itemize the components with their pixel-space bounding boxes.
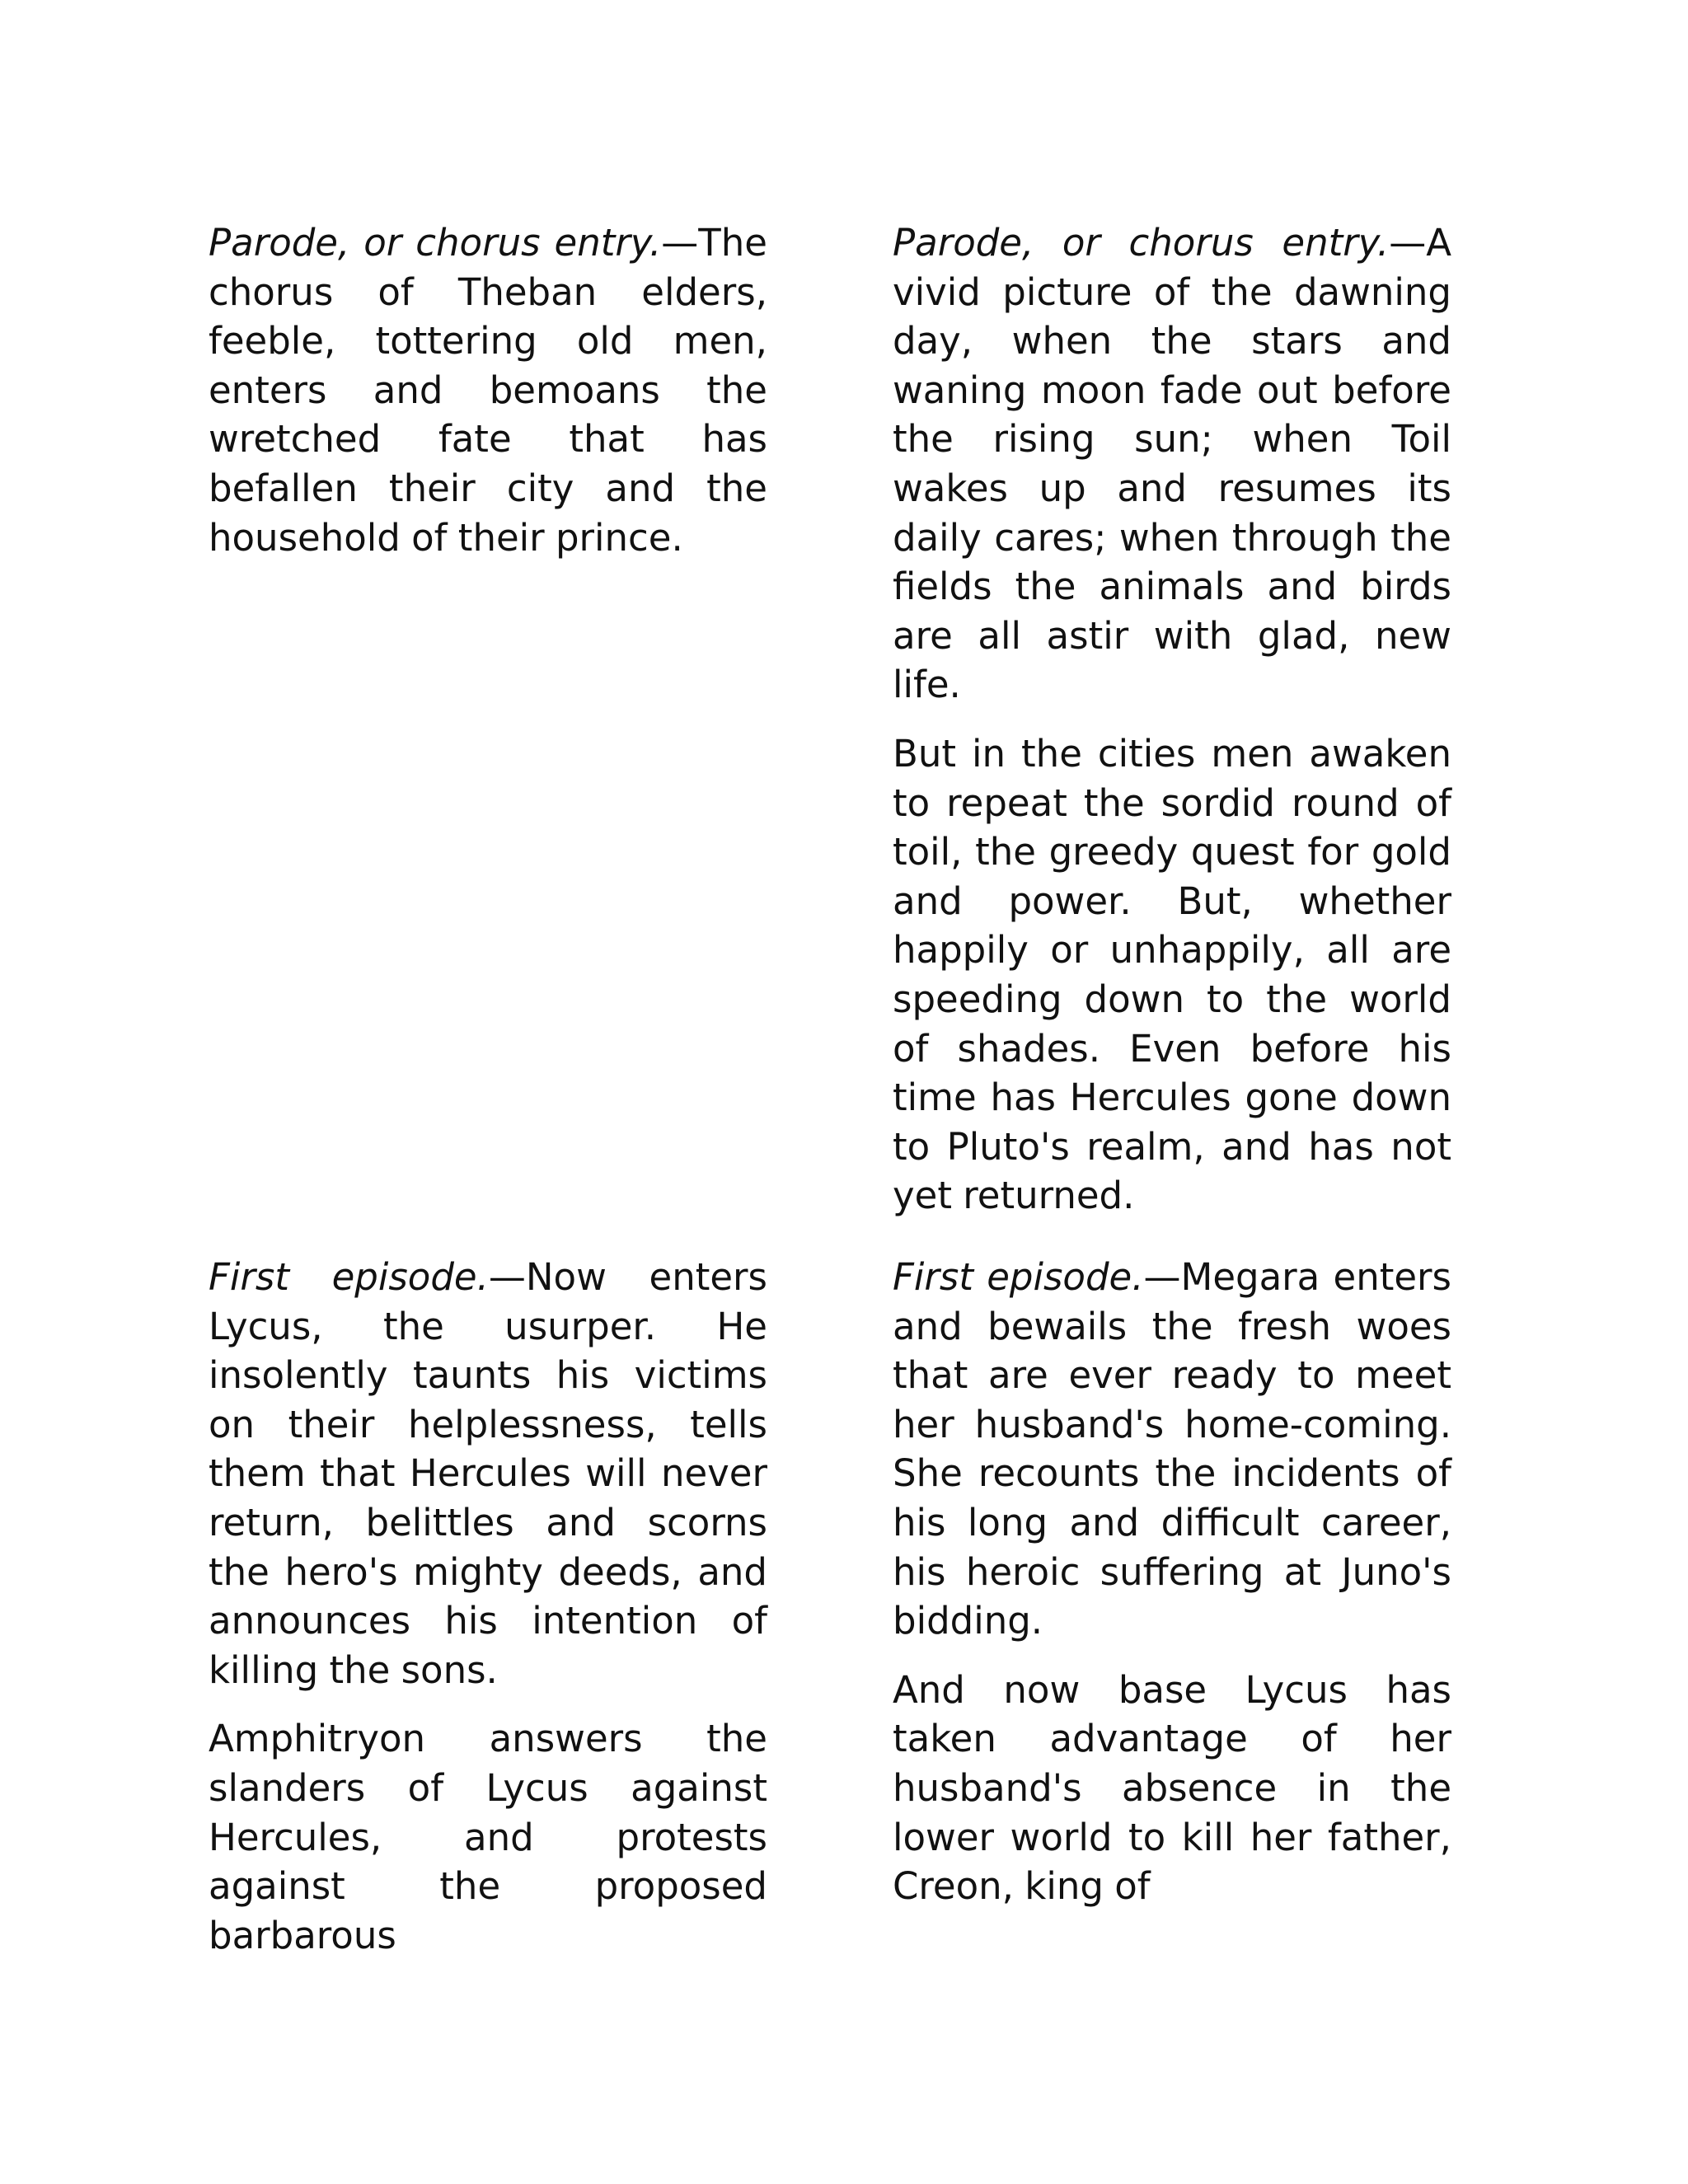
section-heading-parode: Parode, or chorus entry. — [209, 221, 662, 265]
parode-paragraph — [209, 218, 767, 562]
parode-paragraph-2: But in the cities men awaken to repeat the sordid round of toil, the greedy quest for gold and power. But, whether happily or unhappily, all are speeding down to the world of shades. Even before his time has Hercules gone down to Pluto's realm, and has not yet returned. — [893, 731, 1451, 1218]
paragraph-text: —Megara enters and bewails the fresh woes that are ever ready to meet her husband's home-coming. She recounts the incidents of his long and difficult career, his heroic suffering at Juno's bidding. — [893, 1255, 1451, 1643]
section-heading-first-episode: First episode. — [209, 1255, 489, 1299]
first-episode-paragraph-2: And now base Lycus has taken advantage of her husband's absence in the lower world to kill her father, Creon, king of — [893, 1667, 1451, 1909]
section-heading-first-episode: First episode. — [893, 1255, 1144, 1299]
section-heading-parode: Parode, or chorus entry. — [893, 221, 1390, 265]
left-column-first-episode-summary — [209, 1253, 767, 1980]
paragraph-text: —Now enters Lycus, the usurper. He insolently taunts his victims on their helplessness, tells them that Hercules will never return, belittles and scorns the hero's mighty deeds, and announces his intention of killing the sons. — [209, 1255, 767, 1692]
first-episode-paragraph-2: Amphitryon answers the slanders of Lycus against Hercules, and protests against the proposed barbarous — [209, 1717, 767, 1957]
left-column-parode-summary — [209, 218, 767, 582]
right-column-first-episode-summary — [893, 1253, 1451, 1931]
paragraph-text: —A vivid picture of the dawning day, when the stars and waning moon fade out before the rising sun; when Toil wakes up and resumes its daily cares; when through the fields the animals and birds are all astir with glad, new life. — [893, 221, 1451, 707]
right-column-parode-summary — [893, 218, 1451, 1240]
parode-paragraph — [893, 218, 1451, 710]
first-episode-paragraph — [893, 1253, 1451, 1646]
first-episode-paragraph — [209, 1253, 767, 1694]
paragraph-text: —The chorus of Theban elders, feeble, tottering old men, enters and bemoans the wretched fate that has befallen their city and the household of their prince. — [209, 221, 767, 560]
